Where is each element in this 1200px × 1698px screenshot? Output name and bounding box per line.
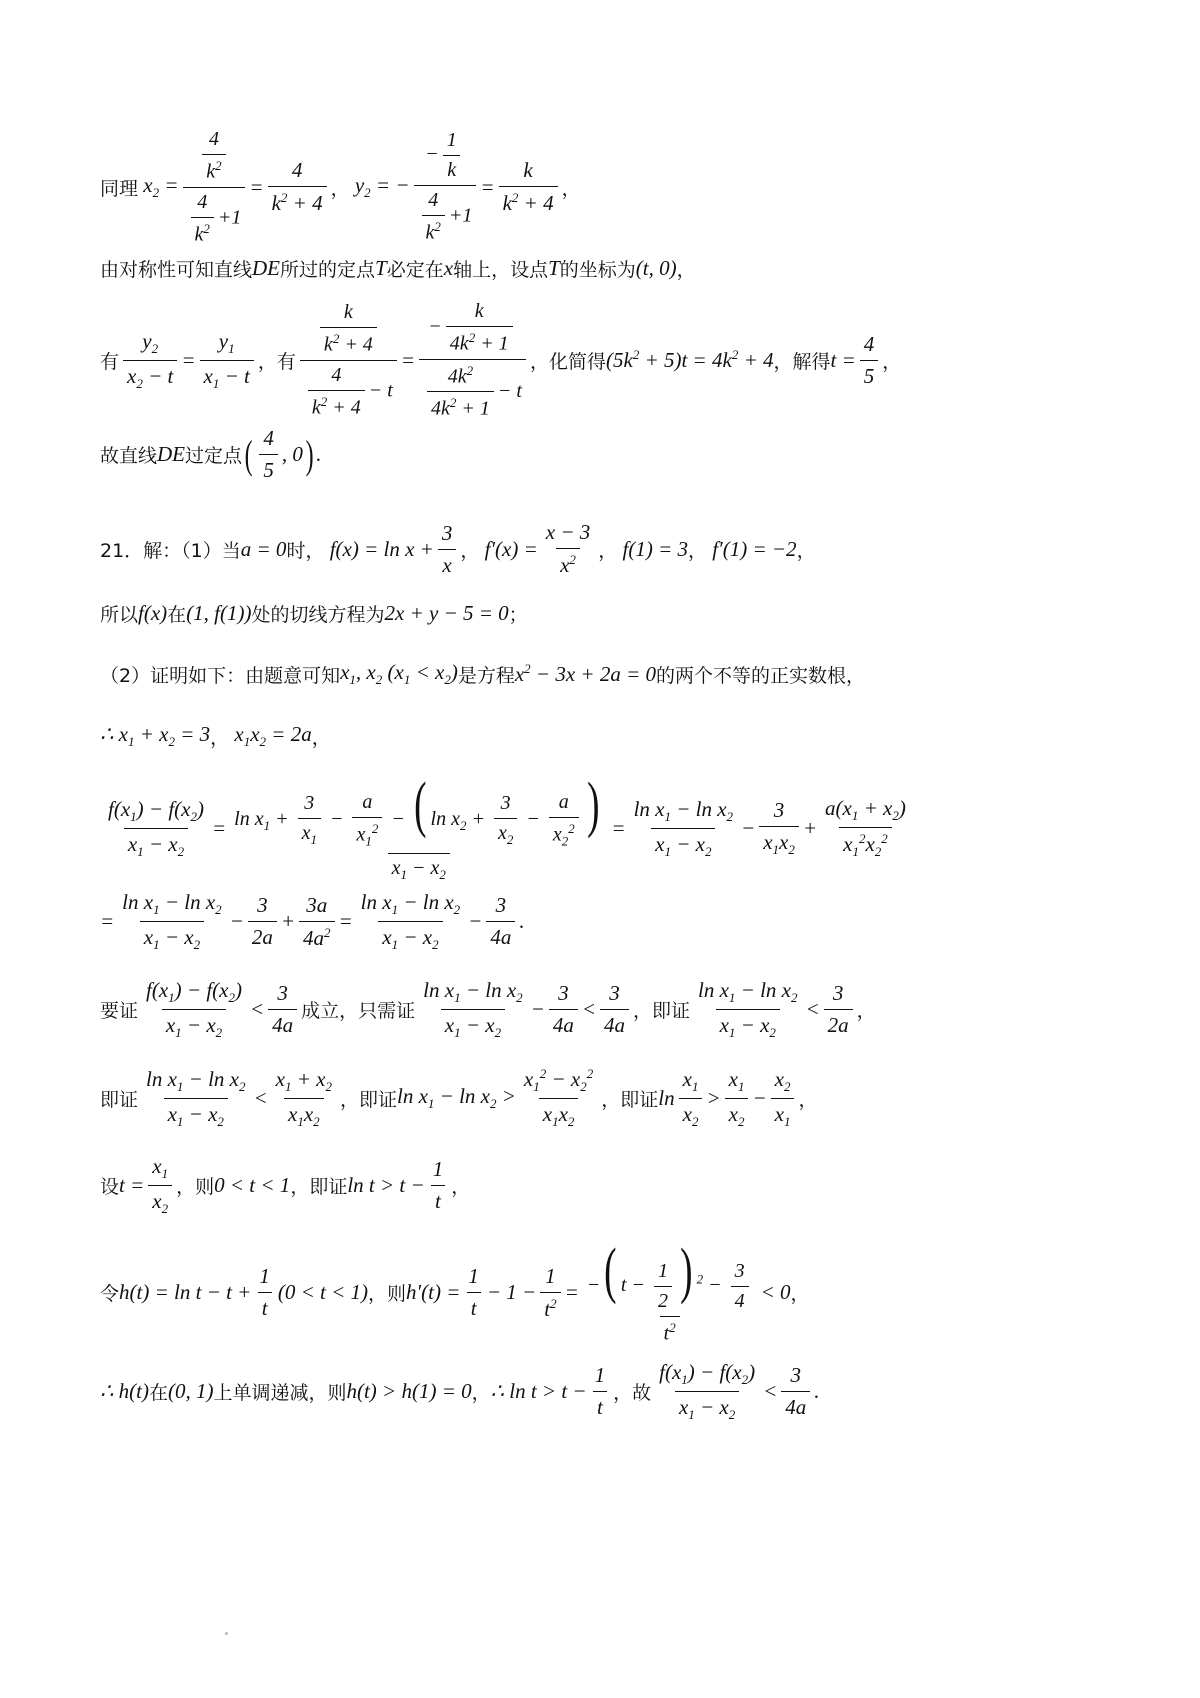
line-13: 设 t = $\frac{x_1}{x_2}$ ，则 0 < t < 1 ，即证 ln t > t − $\frac{1}{t}$ ， — [100, 1154, 471, 1217]
line-14: 令 h(t) = ln t − t + $\frac{1}{t}$ (0 < t < 1) ，则 h′(t) = $\frac{1}{t}$ − 1 − $\frac{1}{t^2}$ = −( t − $\frac{1}{2}$ ) $^2$ − $\frac{3}{4}$ $t^2$ < 0 ， — [100, 1237, 810, 1345]
line-7: （2）证明如下：由题意可知 $x_1$, $x_2$ $(x_1 < x_2)$ 是方程 $x^2 - 3x + 2a = 0$ 的两个不等的正实数根， — [100, 660, 866, 688]
line-15: ∴ h(t) 在 (0, 1) 上单调递减，则 h(t) > h(1) = 0 ， ∴ ln t > t − $\frac{1}{t}$ ，故 $\frac{f(x_1) - f(x_2)}{x_1 - x_2}$ < $\frac{3}{4a}$ . — [100, 1360, 820, 1423]
line-10: = $\frac{\ln x_1 - \ln x_2}{x_1 - x_2}$ − $\frac{3}{2a}$ + $\frac{3a}{4a^2}$ = $\frac{\ln x_1 - \ln x_2}{x_1 - x_2}$ − $\frac{3}{4a}$ . — [100, 890, 525, 953]
line-9: $\frac{f(x_1) - f(x_2)}{x_1 - x_2}$ = $\ln x_1$ + $\frac{3}{x_1}$ − $\frac{a}{x_1^2}$ − ( $\ln x_2$ + $\frac{3}{x_2}$ − $\frac{a}{x_2^2}$ ) $x_1 - x_2$ = $\frac{\ln x_1 - \ln x_2}{x_1 - x_2}$ − $\frac{3}{x_1x_2}$ + $\frac{a(x_1 + x_2)}{x_1^2x_2^2}$ — [108, 771, 906, 882]
line-3: 有 $\frac{y_2}{x_2 - t}$ = $\frac{y_1}{x_1 - t}$ ，有 $\frac{k}{k^2 + 4}$ $\frac{4}{k^2 + 4}$ − t = − $\frac{k}{4k^2 + 1}$ $\frac{4k^2}{4k^2 + 1}$ − t ，化简得 $(5k^2 + 5)t = 4k^2 + 4$ ，解得 t = $\frac{4}{5}$ ， — [100, 300, 902, 420]
scan-speck — [225, 1632, 228, 1635]
line-2: 由对称性可知直线 DE 所过的定点 T 必定在 x 轴上，设点 T 的坐标为 (t, 0) ， — [100, 256, 696, 281]
line-1: 同理 $x_2$ = $\frac{4}{k^2}$ $\frac{4}{k^2}$ +1 = $\frac{4}{k^2 + 4}$ ， $y_2$ = − − $\frac{1}{k}$ $\frac{4}{k^2}$ +1 = $\frac{k}{k^2 + 4}$ ， — [100, 128, 581, 246]
line-11: 要证 $\frac{f(x_1) - f(x_2)}{x_1 - x_2}$ < $\frac{3}{4a}$ 成立，只需证 $\frac{\ln x_1 - \ln x_2}{x_1 - x_2}$ − $\frac{3}{4a}$ < $\frac{3}{4a}$ ，即证 $\frac{\ln x_1 - \ln x_2}{x_1 - x_2}$ < $\frac{3}{2a}$ ， — [100, 978, 876, 1041]
line-12: 即证 $\frac{\ln x_1 - \ln x_2}{x_1 - x_2}$ < $\frac{x_1 + x_2}{x_1x_2}$ ，即证 $\ln x_1 - \ln x_2$ > $\frac{x_1^2 - x_2^2}{x_1x_2}$ ，即证 ln $\frac{x_1}{x_2}$ > $\frac{x_1}{x_2}$ − $\frac{x_2}{x_1}$ ， — [100, 1066, 818, 1130]
line-5: 21．解：（1）当 a = 0 时， f(x) = ln x + $\frac{3}{x}$ ， f′(x) = $\frac{x - 3}{x^2}$ ， f(1) = 3 ， f′(1) = −2 ， — [100, 520, 816, 577]
line-8: ∴ $x_1 + x_2 = 3$ ， $x_1x_2 = 2a$ ， — [100, 722, 331, 750]
line-6: 所以 f(x) 在 (1, f(1)) 处的切线方程为 2x + y − 5 = 0 ； — [100, 601, 528, 626]
line-4: 故直线 DE 过定点 ( $\frac{4}{5}$ , 0 ) . — [100, 426, 322, 482]
